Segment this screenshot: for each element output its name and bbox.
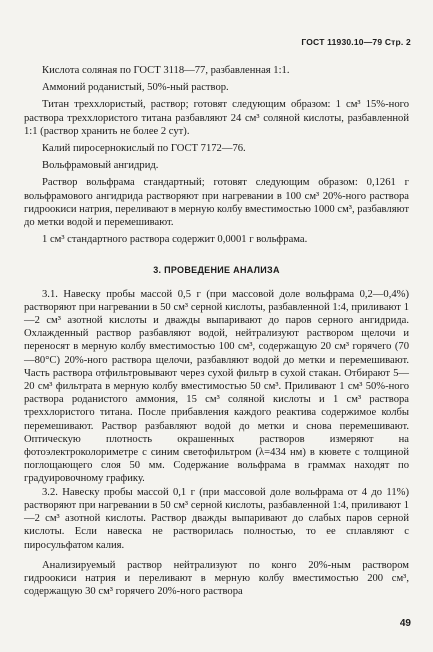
paragraph-ammonium-thiocyanate: Аммоний роданистый, 50%-ный раствор. xyxy=(42,82,229,94)
paragraph-standard-concentration: 1 см³ стандартного раствора содержит 0,0001 г вольфрама. xyxy=(42,234,308,246)
paragraph-neutralization: Анализируемый раствор нейтрализуют по конго 20%-ным раствором гидроокиси натрия и переливают в мерную колбу вместимостью 200 см³, содержащую 30 см³ горячего 20%-ного раствора xyxy=(24,559,409,598)
page-body xyxy=(24,64,409,598)
page-header: ГОСТ 11930.10—79 Стр. 2 xyxy=(301,37,411,47)
paragraph-potassium-pyrosulfate: Калий пиросернокислый по ГОСТ 7172—76. xyxy=(42,143,246,155)
paragraph-3-2: 3.2. Навеску пробы массой 0,1 г (при массовой доле вольфрама от 4 до 11%) растворяют при нагревании в 50 см³ серной кислоты, разбавленной 1:4, приливают 1—2 см³ азотной кислоты. Раствор дважды выпаривают до слабых паров серной кислоты. Если навеска не растворилась полностью, то ее сплавляют с пиросульфатом калия. xyxy=(24,486,409,551)
paragraph-tungsten-standard-solution: Раствор вольфрама стандартный; готовят следующим образом: 0,1261 г вольфрамового ангидрида растворяют при нагревании в 100 см³ 20%-ного раствора гидроокиси натрия, переливают в мерную колбу вместимостью 1000 см³, разбавляют до метки водой и перемешивают. xyxy=(24,177,409,229)
page-number: 49 xyxy=(399,618,411,629)
section-title: 3. ПРОВЕДЕНИЕ АНАЛИЗА xyxy=(153,265,280,276)
paragraph-titanium-trichloride: Титан треххлористый, раствор; готовят следующим образом: 1 см³ 15%-ного раствора треххлористого титана разбавляют 24 см³ соляной кислоты, разбавленной 1:1 (раствор хранить не более 2 сут). xyxy=(24,99,409,137)
paragraph-hydrochloric-acid: Кислота соляная по ГОСТ 3118—77, разбавленная 1:1. xyxy=(42,65,290,76)
paragraph-tungsten-anhydride: Вольфрамовый ангидрид. xyxy=(42,160,159,172)
paragraph-3-1: 3.1. Навеску пробы массой 0,5 г (при массовой доле вольфрама 0,2—0,4%) растворяют при нагревании в 50 см³ серной кислоты, разбавленной 1:4, приливают 1—2 см³ азотной кислоты и дважды выпаривают до паров серного ангидрида. Охлажденный раствор разбавляют водой, нейтрализуют раствором щелочи и переносят в мерную колбу вместимостью 100 см³, содержащую 20 см³ горячего (70—80°С) 20%-ного раствора щелочи, разбавляют водой до метки и перемешивают. Часть раствора отфильтровывают через сухой фильтр в сухой стакан. Отбирают 5—20 см³ фильтрата в мерную колбу вместимостью 50 см³. Приливают 1 см³ 50%-ного раствора роданистого аммония, 15 см³ соляной кислоты и 1 см³ раствора треххлористого титана. После прибавления каждого реактива содержимое колбы перемешивают. Раствор разбавляют водой до метки и снова перемешивают. Оптическую плотность окрашенных растворов измеряют на фотоэлектроколориметре с синим светофильтром (λ=434 нм) в кювете с толщиной поглощающего слоя 50 мм. Содержание вольфрама в граммах находят по градуировочному графику. xyxy=(24,288,409,485)
